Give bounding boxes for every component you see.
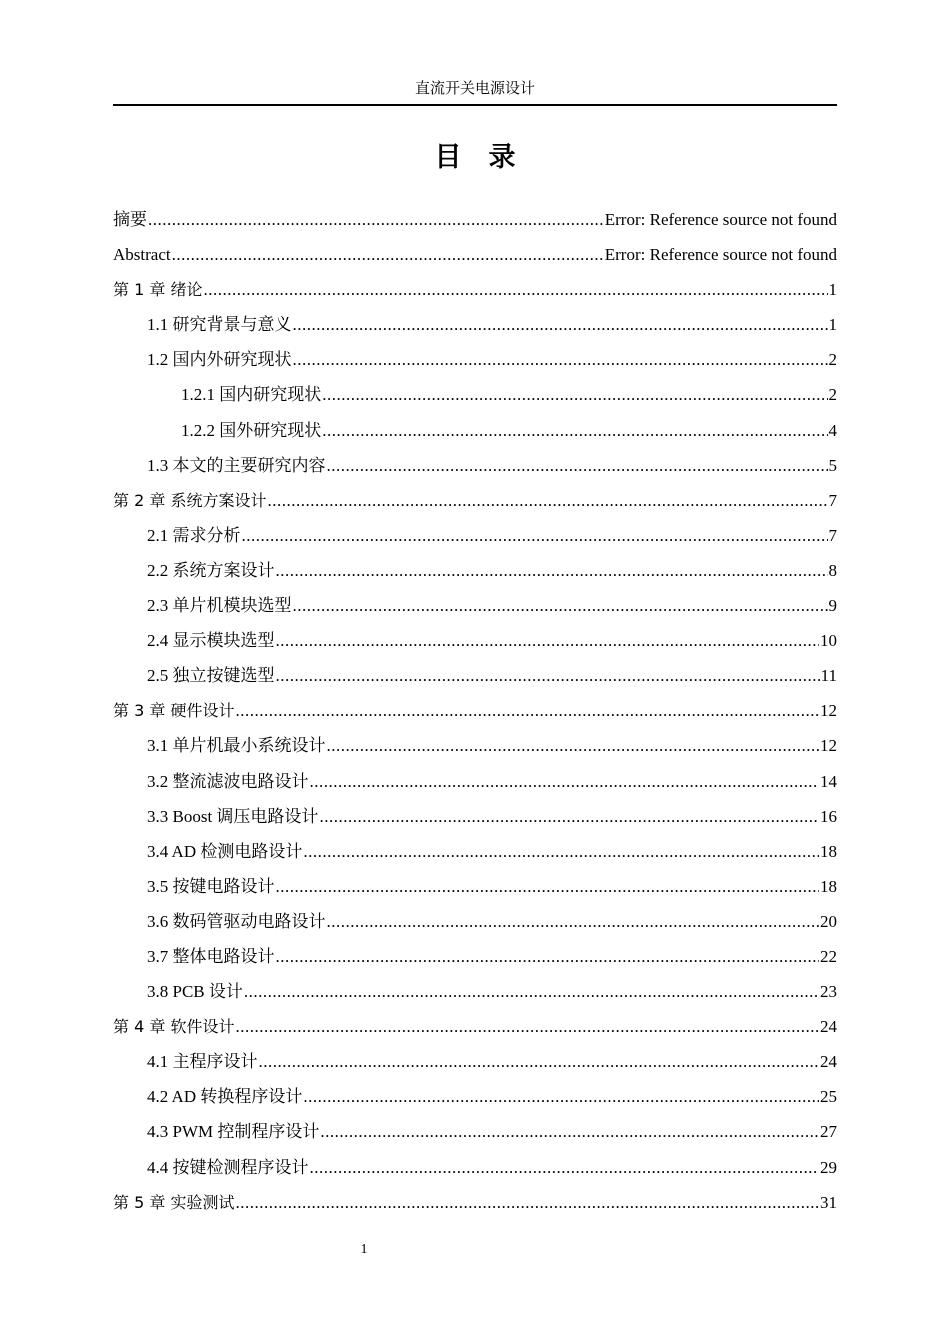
table-of-contents (113, 202, 837, 1220)
toc-entry-page: 1 (828, 315, 837, 335)
toc-entry-page: 16 (820, 806, 837, 826)
toc-dot-leader (293, 588, 828, 623)
toc-entry-page: 2 (828, 350, 837, 370)
toc-dot-leader (276, 658, 820, 693)
toc-dot-leader (320, 1114, 819, 1149)
toc-entry-label: 2.4 显示模块选型 (147, 631, 275, 651)
toc-entry[interactable] (113, 1185, 837, 1220)
toc-entry-label: 3.4 AD 检测电路设计 (147, 841, 303, 861)
toc-entry-label: 2.5 独立按键选型 (147, 666, 275, 686)
toc-entry-page: 9 (828, 596, 837, 616)
toc-entry-label: 3.3 Boost 调压电路设计 (147, 806, 319, 826)
toc-entry[interactable] (113, 413, 837, 448)
toc-dot-leader (319, 799, 819, 834)
toc-entry[interactable] (113, 1150, 837, 1185)
toc-dot-leader (244, 974, 819, 1009)
toc-dot-leader (259, 1044, 820, 1079)
toc-entry-label: 4.4 按键检测程序设计 (147, 1157, 309, 1177)
toc-dot-leader (172, 237, 604, 272)
toc-entry-label: 第 1 章 绪论 (113, 280, 203, 300)
toc-dot-leader (148, 202, 604, 237)
toc-entry-page: 10 (820, 631, 837, 651)
toc-dot-leader (276, 869, 820, 904)
toc-entry-label: 3.8 PCB 设计 (147, 982, 243, 1002)
toc-entry-label: 3.2 整流滤波电路设计 (147, 771, 309, 791)
toc-dot-leader (327, 728, 820, 763)
toc-entry-page: Error: Reference source not found (604, 245, 837, 265)
toc-entry-page: 24 (820, 1052, 837, 1072)
toc-entry-page: 12 (820, 701, 837, 721)
toc-entry[interactable] (113, 623, 837, 658)
toc-entry[interactable] (113, 728, 837, 763)
toc-entry[interactable] (113, 693, 837, 728)
toc-entry-page: 20 (820, 911, 837, 931)
toc-entry-label: 3.5 按键电路设计 (147, 876, 275, 896)
toc-entry-label: 3.6 数码管驱动电路设计 (147, 911, 326, 931)
toc-entry-label: 1.3 本文的主要研究内容 (147, 455, 326, 475)
toc-entry-label: 4.3 PWM 控制程序设计 (147, 1122, 320, 1142)
toc-entry[interactable] (113, 1079, 837, 1114)
toc-entry[interactable] (113, 237, 837, 272)
toc-entry-label: 1.2.2 国外研究现状 (181, 420, 322, 440)
page-number: 1 (360, 1242, 368, 1257)
toc-entry-page: 23 (820, 982, 837, 1002)
toc-dot-leader (310, 1150, 820, 1185)
toc-dot-leader (327, 904, 820, 939)
toc-dot-leader (293, 307, 828, 342)
toc-entry[interactable] (113, 658, 837, 693)
toc-entry-label: 3.7 整体电路设计 (147, 946, 275, 966)
toc-dot-leader (235, 693, 819, 728)
toc-entry-page: 24 (820, 1017, 837, 1037)
toc-entry-page: 14 (820, 771, 837, 791)
page-header (113, 76, 837, 106)
toc-dot-leader (203, 272, 827, 307)
toc-entry-page: 25 (820, 1087, 837, 1107)
toc-entry[interactable] (113, 1044, 837, 1079)
toc-dot-leader (276, 553, 828, 588)
toc-entry-label: 1.1 研究背景与意义 (147, 315, 292, 335)
toc-entry-label: 2.2 系统方案设计 (147, 560, 275, 580)
toc-entry[interactable] (113, 518, 837, 553)
toc-entry-label: 2.1 需求分析 (147, 525, 241, 545)
toc-entry-label: 4.2 AD 转换程序设计 (147, 1087, 303, 1107)
toc-entry[interactable] (113, 834, 837, 869)
toc-entry-page: 4 (828, 420, 837, 440)
toc-dot-leader (322, 377, 827, 412)
toc-entry[interactable] (113, 764, 837, 799)
toc-entry[interactable] (113, 448, 837, 483)
toc-dot-leader (303, 1079, 819, 1114)
toc-entry-page: 22 (820, 946, 837, 966)
toc-entry-label: 1.2.1 国内研究现状 (181, 385, 322, 405)
toc-entry[interactable] (113, 974, 837, 1009)
toc-entry-page: 18 (820, 841, 837, 861)
toc-entry-page: 29 (820, 1157, 837, 1177)
toc-entry-label: 第 2 章 系统方案设计 (113, 490, 267, 510)
toc-entry[interactable] (113, 342, 837, 377)
toc-entry[interactable] (113, 377, 837, 412)
toc-entry[interactable] (113, 483, 837, 518)
toc-entry-label: 摘要 (113, 210, 147, 229)
toc-entry-page: 31 (820, 1192, 837, 1212)
toc-dot-leader (303, 834, 819, 869)
toc-entry-label: 3.1 单片机最小系统设计 (147, 736, 326, 756)
toc-dot-leader (267, 483, 827, 518)
toc-entry-label: 第 5 章 实验测试 (113, 1192, 235, 1212)
toc-entry[interactable] (113, 307, 837, 342)
toc-entry[interactable] (113, 202, 837, 237)
toc-entry-page: 5 (828, 455, 837, 475)
toc-entry[interactable] (113, 553, 837, 588)
header-title: 直流开关电源设计 (414, 81, 535, 97)
toc-entry-label: 1.2 国内外研究现状 (147, 350, 292, 370)
toc-entry-page: 27 (820, 1122, 837, 1142)
toc-dot-leader (235, 1185, 819, 1220)
toc-entry[interactable] (113, 588, 837, 623)
toc-dot-leader (322, 413, 827, 448)
toc-entry[interactable] (113, 1009, 837, 1044)
toc-entry-page: 18 (820, 876, 837, 896)
toc-entry-page: 12 (820, 736, 837, 756)
toc-entry-page: 1 (828, 280, 837, 300)
toc-title: 目录 (434, 142, 543, 173)
toc-entry-page: 8 (828, 560, 837, 580)
toc-entry[interactable] (113, 272, 837, 307)
toc-entry-label: 4.1 主程序设计 (147, 1052, 258, 1072)
toc-dot-leader (276, 623, 820, 658)
toc-entry-label: 第 3 章 硬件设计 (113, 701, 235, 721)
toc-dot-leader (235, 1009, 819, 1044)
toc-entry-page: Error: Reference source not found (604, 210, 837, 229)
toc-entry-label: Abstract (113, 245, 171, 265)
toc-dot-leader (242, 518, 828, 553)
toc-entry[interactable] (113, 799, 837, 834)
toc-entry-label: 第 4 章 软件设计 (113, 1017, 235, 1037)
toc-entry-page: 7 (828, 525, 837, 545)
toc-entry[interactable] (113, 939, 837, 974)
toc-entry-page: 11 (820, 666, 837, 686)
toc-entry[interactable] (113, 869, 837, 904)
toc-dot-leader (293, 342, 828, 377)
toc-dot-leader (327, 448, 828, 483)
toc-entry[interactable] (113, 1114, 837, 1149)
toc-entry-label: 2.3 单片机模块选型 (147, 596, 292, 616)
toc-dot-leader (276, 939, 820, 974)
toc-entry[interactable] (113, 904, 837, 939)
toc-entry-page: 2 (828, 385, 837, 405)
toc-entry-page: 7 (828, 490, 837, 510)
toc-dot-leader (310, 764, 820, 799)
